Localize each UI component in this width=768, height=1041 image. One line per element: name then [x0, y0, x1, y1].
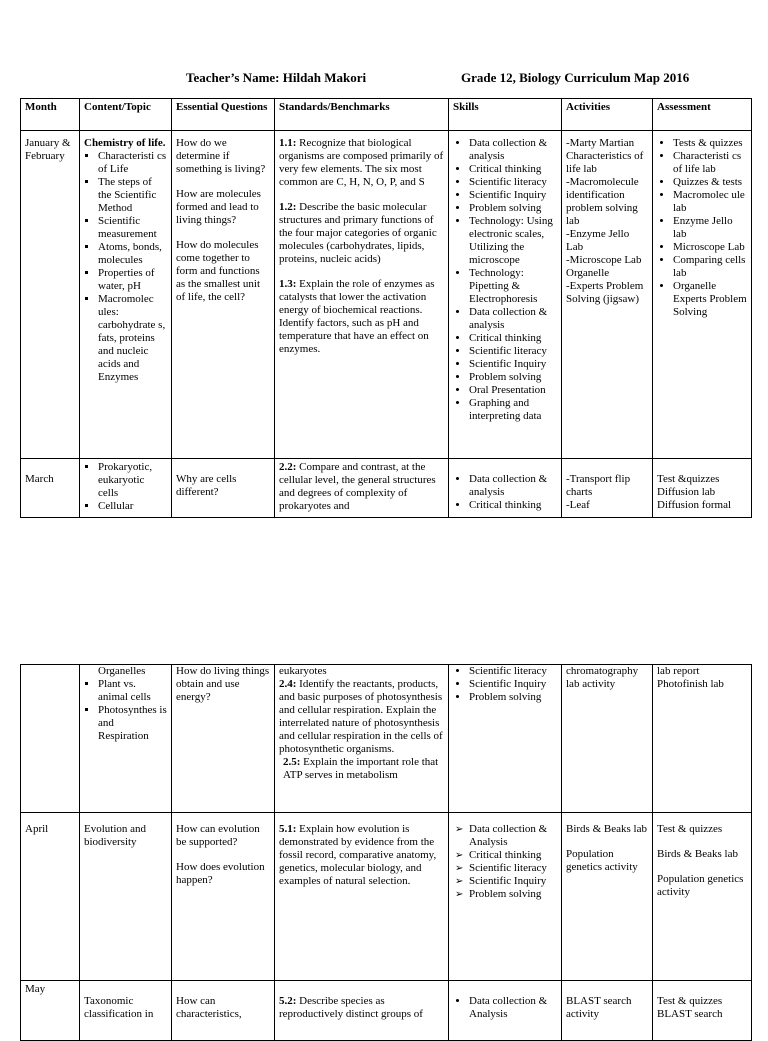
list-item: • Data collection & analysis [469, 137, 557, 163]
assessment-item: Test &quizzes [657, 473, 720, 485]
list-item: • Macromolec ule lab [673, 189, 747, 215]
page-1 [0, 0, 768, 520]
standard-text: Compare and contrast, at the cellular level, the general structures and degrees of complexity of prokaryotes and [279, 461, 436, 512]
standard-item [279, 278, 444, 356]
list-item: • Technology: Pipetting & Electrophoresis [469, 267, 557, 306]
month-label: April [25, 823, 49, 835]
list-item: • Problem solving [469, 691, 557, 704]
list-item: ▪ Prokaryotic, eukaryotic cells [98, 461, 167, 500]
topic-cell [80, 665, 172, 813]
assessment-item: Photofinish lab [657, 678, 724, 690]
topic-list [84, 678, 167, 743]
topic-list [84, 461, 167, 513]
standard-code: 1.3: [279, 278, 297, 290]
list-item: • Data collection & analysis [469, 473, 557, 499]
skills-list [453, 137, 557, 423]
list-item: • Technology: Using electronic scales, Utilizing the microscope [469, 215, 557, 267]
standard-item [279, 823, 444, 888]
column-header: Essential Questions [172, 99, 275, 131]
essential-question: Why are cells different? [176, 473, 237, 498]
curriculum-table-continued [20, 664, 752, 1041]
standard-code: 2.5: [283, 756, 301, 768]
topic-cell [80, 459, 172, 518]
topic-title: Chemistry of life. [84, 137, 166, 149]
month-cell [21, 981, 80, 1041]
standard-lead: eukaryotes [279, 665, 327, 677]
month-label: March [25, 473, 54, 485]
standard-code: 2.4: [279, 678, 297, 690]
list-item: • Critical thinking [469, 499, 557, 512]
standard-item [279, 201, 444, 266]
column-header: Month [21, 99, 80, 131]
activities-cell [562, 981, 653, 1041]
curriculum-table [20, 98, 752, 518]
assessment-item: lab report [657, 665, 700, 677]
questions-cell [172, 131, 275, 459]
assessment-item: Diffusion formal [657, 499, 732, 511]
essential-question: How can characteristics, [176, 995, 242, 1020]
month-cell [21, 665, 80, 813]
table-row [21, 459, 752, 518]
standard-code: 1.1: [279, 137, 297, 149]
skills-cell [449, 131, 562, 459]
column-header: Content/Topic [80, 99, 172, 131]
list-item: • Characteristi cs of life lab [673, 150, 747, 176]
activities-cell [562, 131, 653, 459]
skills-cell [449, 981, 562, 1041]
topic-title: Taxonomic classification in [84, 995, 154, 1020]
standard-text: Identify the reactants, products, and basic purposes of photosynthesis and cellular respiration. Explain the interrelated nature of photosynthesis and cellular respiration in the cells of photosynthetic organisms. [279, 678, 443, 755]
essential-question: How does evolution happen? [176, 861, 265, 886]
assessment-list [657, 137, 747, 319]
topic-cell [80, 131, 172, 459]
activities-cell [562, 459, 653, 518]
list-item: ▪ Macromolec ules: carbohydrate s, fats, proteins and nucleic acids and Enzymes [98, 293, 167, 384]
activity-item: chromatography lab activity [566, 665, 639, 690]
table-header-row [21, 99, 752, 131]
standard-text: Describe species as reproductively distinct groups of [279, 995, 423, 1020]
assessment-item: Test & quizzes [657, 995, 723, 1007]
activity-item: -Leaf [566, 499, 590, 511]
list-item: • Critical thinking [469, 163, 557, 176]
list-item: • Scientific literacy [469, 345, 557, 358]
assessment-cell [653, 131, 752, 459]
standard-item [279, 678, 444, 756]
assessment-item: Diffusion lab [657, 486, 716, 498]
list-item: • Data collection & Analysis [469, 995, 557, 1021]
list-item: ▪ Plant vs. animal cells [98, 678, 167, 704]
list-item: • Microscope Lab [673, 241, 747, 254]
list-item: • Critical thinking [469, 332, 557, 345]
list-item: ▪ The steps of the Scientific Method [98, 176, 167, 215]
list-item: • Scientific literacy [469, 176, 557, 189]
activity-item: -Transport flip charts [566, 473, 631, 498]
list-item: • Scientific literacy [469, 665, 557, 678]
table-row [21, 131, 752, 459]
standard-code: 1.2: [279, 201, 297, 213]
list-item: ▪ Characteristi cs of Life [98, 150, 167, 176]
topic-title: Evolution and biodiversity [84, 823, 147, 848]
list-item: • Graphing and interpreting data [469, 397, 557, 423]
activities-cell [562, 813, 653, 981]
list-item: ➢ Data collection & Analysis [469, 823, 557, 849]
month-cell [21, 131, 80, 459]
standard-item [279, 137, 444, 189]
list-item: ▪ Scientific measurement [98, 215, 167, 241]
standard-text: Explain the important role that ATP serves in metabolism [283, 756, 439, 781]
column-header: Assessment [653, 99, 752, 131]
list-item: • Scientific Inquiry [469, 358, 557, 371]
list-item: • Data collection & analysis [469, 306, 557, 332]
activities-cell [562, 665, 653, 813]
standard-item [279, 995, 444, 1021]
list-item: • Scientific Inquiry [469, 189, 557, 202]
skills-cell [449, 665, 562, 813]
list-item: ▪ Photosynthes is and Respiration [98, 704, 167, 743]
month-label: May [25, 983, 46, 995]
column-header: Activities [562, 99, 653, 131]
questions-cell [172, 981, 275, 1041]
list-item: • Tests & quizzes [673, 137, 747, 150]
essential-question: How are molecules formed and lead to living things? [176, 188, 261, 226]
activity-item: -Macromolecule identification problem solving lab [566, 176, 639, 227]
assessment-cell [653, 459, 752, 518]
standard-code: 2.2: [279, 461, 297, 473]
list-item: ▪ Atoms, bonds, molecules [98, 241, 167, 267]
month-cell [21, 459, 80, 518]
activity-item: -Experts Problem Solving (jigsaw) [566, 280, 644, 305]
skills-list [453, 995, 557, 1021]
list-item: • Organelle Experts Problem Solving [673, 280, 747, 319]
list-item: ▪ Properties of water, pH [98, 267, 167, 293]
standard-text: Explain how evolution is demonstrated by evidence from the fossil record, comparative anatomy, genetics, molecular biology, and examples of natural selection. [279, 823, 437, 887]
list-item: • Oral Presentation [469, 384, 557, 397]
assessment-item: BLAST search [657, 1008, 723, 1020]
list-item: • Scientific Inquiry [469, 678, 557, 691]
list-item: • Comparing cells lab [673, 254, 747, 280]
standard-text: Describe the basic molecular structures and primary functions of the four major categories of organic molecules (carbohydrates, lipids, proteins, nucleic acids) [279, 201, 437, 265]
activity-item: -Marty Martian Characteristics of life lab [566, 137, 644, 175]
skills-cell [449, 813, 562, 981]
list-item: • Problem solving [469, 371, 557, 384]
list-item: ➢ Scientific Inquiry [469, 875, 557, 888]
standard-code: 5.1: [279, 823, 297, 835]
list-item: • Enzyme Jello lab [673, 215, 747, 241]
list-item: • Problem solving [469, 202, 557, 215]
grade-title: Grade 12, Biology Curriculum Map 2016 [461, 70, 690, 85]
skills-list [453, 473, 557, 512]
page-gap [0, 520, 768, 664]
page-2 [0, 664, 768, 1024]
essential-question: How do we determine if something is living? [176, 137, 266, 175]
table-row [21, 665, 752, 813]
activity-item: -Microscope Lab Organelle [566, 254, 642, 279]
standards-cell [275, 813, 449, 981]
essential-question: How do molecules come together to form and functions as the smallest unit of life, the cell? [176, 239, 261, 303]
questions-cell [172, 813, 275, 981]
column-header: Skills [449, 99, 562, 131]
standard-text: Recognize that biological organisms are composed primarily of very few elements. The six most common are C, H, N, O, P, and S [279, 137, 444, 188]
assessment-item: Test & quizzes [657, 823, 723, 835]
standards-cell [275, 131, 449, 459]
essential-question: How can evolution be supported? [176, 823, 260, 848]
activity-item: Birds & Beaks lab [566, 823, 647, 835]
topic-cell [80, 981, 172, 1041]
assessment-cell [653, 981, 752, 1041]
standards-cell [275, 665, 449, 813]
standard-text: Explain the role of enzymes as catalysts that lower the activation energy of biochemical reactions. Identify factors, such as pH and temperature that have an effect on enzymes. [279, 278, 435, 355]
essential-question: How do living things obtain and use energy? [176, 665, 270, 703]
activity-item: Population genetics activity [566, 848, 638, 873]
skills-list [453, 665, 557, 704]
assessment-item: Population genetics activity [657, 873, 744, 898]
list-item: • Quizzes & tests [673, 176, 747, 189]
activity-item: BLAST search activity [566, 995, 632, 1020]
standard-item [279, 461, 444, 513]
standard-code: 5.2: [279, 995, 297, 1007]
table-row [21, 981, 752, 1041]
standard-item [279, 756, 444, 782]
list-item: ➢ Problem solving [469, 888, 557, 901]
assessment-cell [653, 665, 752, 813]
list-item: ➢ Critical thinking [469, 849, 557, 862]
teacher-name: Teacher’s Name: Hildah Makori [186, 70, 367, 85]
topic-cell [80, 813, 172, 981]
month-label: January & February [25, 137, 71, 162]
list-item: ▪ Cellular [98, 500, 167, 513]
topic-lead: Organelles [98, 665, 146, 677]
assessment-item: Birds & Beaks lab [657, 848, 738, 860]
topic-list [84, 150, 167, 384]
questions-cell [172, 459, 275, 518]
skills-list [453, 823, 557, 901]
standards-cell [275, 981, 449, 1041]
activity-item: -Enzyme Jello Lab [566, 228, 630, 253]
column-header: Standards/Benchmarks [275, 99, 449, 131]
table-row [21, 813, 752, 981]
standards-cell [275, 459, 449, 518]
month-cell [21, 813, 80, 981]
assessment-cell [653, 813, 752, 981]
questions-cell [172, 665, 275, 813]
list-item: ➢ Scientific literacy [469, 862, 557, 875]
skills-cell [449, 459, 562, 518]
